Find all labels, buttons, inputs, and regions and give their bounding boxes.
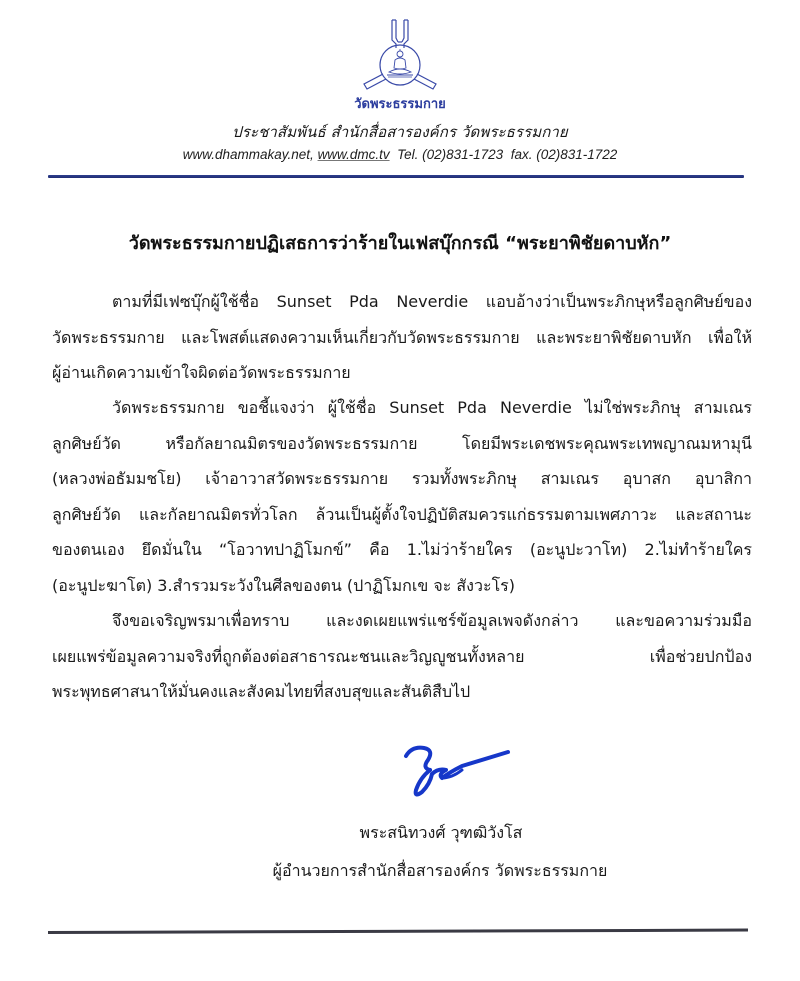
paragraph-line: ลูกศิษย์วัด และกัลยาณมิตรทั่วโลก ล้วนเป็นผู้ตั้งใจปฏิบัติสมควรแก่ธรรมตามเพศภาวะ และสถานะ — [52, 504, 752, 524]
paragraph-line: วัดพระธรรมกาย และโพสต์แสดงความเห็นเกี่ยวกับวัดพระธรรมกาย และพระยาพิชัยดาบหัก เพื่อให้ — [52, 327, 752, 347]
paragraph-line: ของตนเอง ยึดมั่นใน “โอวาทปาฏิโมกข์” คือ 1.ไม่ว่าร้ายใคร (อะนูปะวาโท) 2.ไม่ทำร้ายใคร — [52, 540, 752, 559]
fax-number: fax. (02)831-1722 — [510, 147, 618, 162]
paragraph-line: ผู้อ่านเกิดความเข้าใจผิดต่อวัดพระธรรมกาย — [52, 363, 351, 382]
paragraph-1 — [52, 284, 752, 391]
handwritten-signature-icon — [398, 742, 528, 800]
header-divider — [48, 175, 744, 178]
paragraph-line: ลูกศิษย์วัด หรือกัลยาณมิตรของวัดพระธรรมกาย โดยมีพระเดชพระคุณพระเทพญาณมหามุนี — [52, 433, 752, 453]
signer-position: ผู้อำนวยการสำนักสื่อสารองค์กร วัดพระธรรมกาย — [272, 861, 608, 880]
telephone-number: Tel. (02)831-1723 — [397, 147, 504, 162]
signer-name: พระสนิทวงศ์ วุฑฒิวังโส — [359, 823, 523, 842]
paragraph-line: ตามที่มีเฟซบุ๊กผู้ใช้ชื่อ Sunset Pda Neverdie แอบอ้างว่าเป็นพระภิกษุหรือลูกศิษย์ของ — [112, 292, 752, 311]
paragraph-line: วัดพระธรรมกาย ขอชี้แจงว่า ผู้ใช้ชื่อ Sunset Pda Neverdie ไม่ใช่พระภิกษุ สามเณร — [112, 398, 752, 417]
dhammakaya-temple-logo-icon — [358, 18, 442, 90]
paragraph-line: จึงขอเจริญพรมาเพื่อทราบ และงดเผยแพร่แชร์ข้อมูลเพจดังกล่าว และขอความร่วมมือ — [112, 611, 752, 630]
logo-caption: วัดพระธรรมกาย — [354, 97, 446, 112]
website-link-dhammakay[interactable]: www.dhammakay.net, — [182, 147, 314, 162]
paragraph-line: เผยแพร่ข้อมูลความจริงที่ถูกต้องต่อสาธารณะชนและวิญญูชนทั้งหลาย เพื่อช่วยปกป้อง — [52, 646, 752, 666]
website-link-dmc[interactable]: www.dmc.tv — [317, 147, 390, 162]
document-title: วัดพระธรรมกายปฏิเสธการว่าร้ายในเฟสบุ๊กกรณี “พระยาพิชัยดาบหัก” — [128, 233, 672, 254]
paragraph-line: (อะนูปะฆาโต) 3.สำรวมระวังในศีลของตน (ปาฏิโมกเข จะ สังวะโร) — [52, 575, 515, 595]
paragraph-line: พระพุทธศาสนาให้มั่นคงและสังคมไทยที่สงบสุขและสันติสืบไป — [52, 682, 471, 701]
paragraph-3 — [52, 603, 752, 710]
letterhead — [0, 0, 800, 175]
footer-divider — [48, 929, 748, 934]
paragraph-line: (หลวงพ่อธัมมชโย) เจ้าอาวาสวัดพระธรรมกาย รวมทั้งพระภิกษุ สามเณร อุบาสก อุบาสิกา — [52, 469, 752, 488]
paragraph-2 — [52, 390, 752, 603]
organization-name: ประชาสัมพันธ์ สำนักสื่อสารองค์กร วัดพระธรรมกาย — [232, 123, 568, 141]
contact-info — [0, 147, 800, 162]
